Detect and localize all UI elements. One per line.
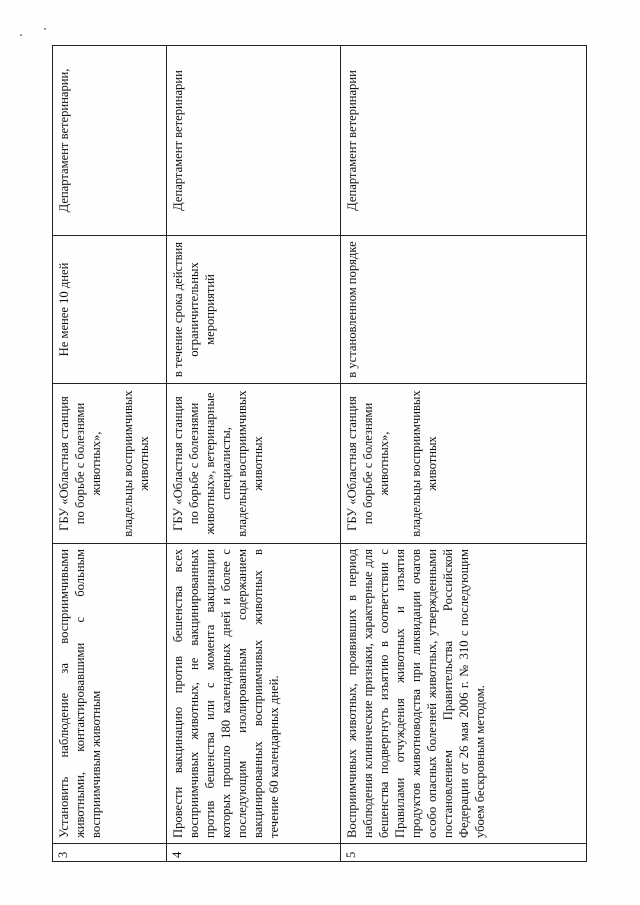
row-number: 3 [53, 844, 167, 862]
table-row [53, 46, 167, 862]
row-number: 4 [167, 844, 341, 862]
scan-speck [20, 34, 22, 36]
measure-description: Восприимчивых животных, проявивших в период наблюдения клинические признаки, характерные для бешенства подвергнуть изъятию в соответствии с Правилами отчуждения животных и изъятия продуктов животноводства при ликвидации очагов особо опасных болезней животных, утвержденными постановлением Правительства Российской Федерации от 26 мая 2006 г. № 310 с последующим убоем бескровным методом. [341, 544, 587, 844]
scan-speck [44, 28, 46, 30]
rotated-table-wrapper [52, 46, 586, 862]
row-number: 5 [341, 844, 587, 862]
responsible-org: ГБУ «Областная станция по борьбе с болезнями животных», [57, 396, 103, 531]
responsible-owners: владельцы восприимчивых животных [121, 390, 151, 537]
term-cell: Не менее 10 дней [53, 236, 167, 384]
control-cell: Департамент ветеринарии [167, 46, 341, 236]
control-cell: Департамент ветеринарии, [53, 46, 167, 236]
term-cell: в установленном порядке [341, 236, 587, 384]
measures-table [52, 45, 587, 862]
responsible-cell [167, 384, 341, 544]
responsible-owners: владельцы восприимчивых животных [235, 390, 265, 537]
table-row [167, 46, 341, 862]
responsible-owners: владельцы восприимчивых животных [409, 390, 439, 537]
control-cell: Департамент ветеринарии [341, 46, 587, 236]
term-cell: в течение срока действия ограничительных мероприятий [167, 236, 341, 384]
table-area [52, 46, 586, 862]
measure-description: Провести вакцинацию против бешенства всех восприимчивых животных, не вакцинированных против бешенства или с момента вакцинации которых прошло 180 календарных дней и более с последующим изолированным содержанием вакцинированных восприимчивых животных в течение 60 календарных дней. [167, 544, 341, 844]
responsible-org: ГБУ «Областная станция по борьбе с болезнями животных», [345, 396, 391, 531]
table-row [341, 46, 587, 862]
measure-description: Установить наблюдение за восприимчивыми животными, контактировавшими с больным восприимчивым животным [53, 544, 167, 844]
responsible-cell [53, 384, 167, 544]
responsible-cell [341, 384, 587, 544]
responsible-org: ГБУ «Областная станция по борьбе с болезнями животных», ветеринарные специалисты, [171, 392, 233, 535]
